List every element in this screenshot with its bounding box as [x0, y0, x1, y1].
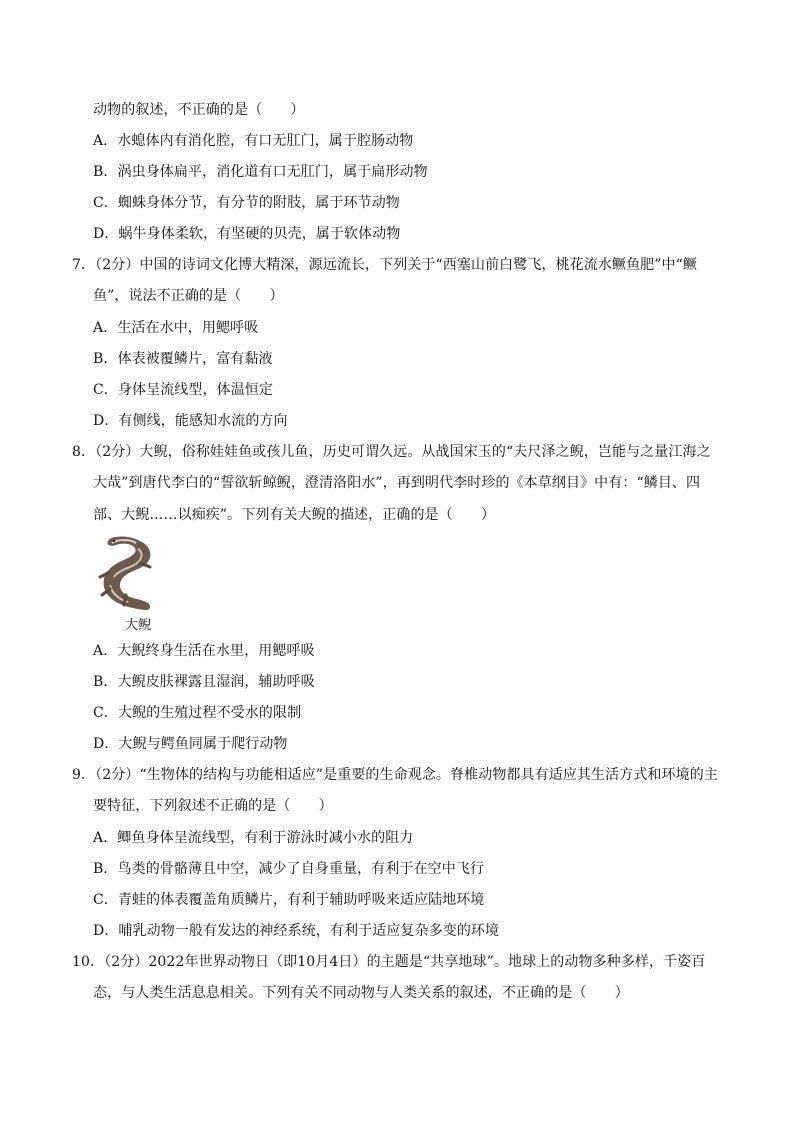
giant-salamander-image: [96, 533, 168, 613]
q9-option-b: B．鸟类的骨骼薄且中空，减少了自身重量，有利于在空中飞行: [93, 861, 485, 877]
q6-option-a: A．水螅体内有消化腔，有口无肛门，属于腔肠动物: [93, 133, 414, 149]
q8-stem-line2: 大哉”到唐代李白的“誓欲斩鲸鲵，澄清洛阳水”，再到明代李时珍的《本草纲目》中有：“鳞目、四: [93, 475, 701, 491]
q9-stem-line1: 9．（2分）“生物体的结构与功能相适应”是重要的生命观念。脊椎动物都具有适应其生活方式和环境的主: [72, 767, 718, 783]
q7-stem-line2: 鱼”，说法不正确的是（ ）: [93, 288, 284, 304]
q10-stem-line1: 10．（2分）2022年世界动物日（即10月4日）的主题是“共享地球”。地球上的动物多种多样，千姿百: [72, 954, 706, 970]
q8-option-a: A．大鲵终身生活在水里，用鳃呼吸: [93, 643, 315, 659]
q9-option-d: D．哺乳动物一般有发达的神经系统，有利于适应复杂多变的环境: [93, 923, 500, 939]
q8-stem-line3: 部、大鲵……以痴疾”。下列有关大鲵的描述，正确的是（ ）: [93, 507, 496, 523]
q9-option-c: C．青蛙的体表覆盖角质鳞片，有利于辅助呼吸来适应陆地环境: [93, 892, 485, 908]
q7-option-b: B．体表被覆鳞片，富有黏液: [93, 351, 273, 367]
q6-stem-continuation: 动物的叙述，不正确的是（ ）: [93, 102, 305, 118]
q7-option-a: A．生活在水中，用鳃呼吸: [93, 320, 259, 336]
q6-option-d: D．蜗牛身体柔软，有坚硬的贝壳，属于软体动物: [93, 226, 401, 242]
q10-stem-line2: 态，与人类生活息息相关。下列有关不同动物与人类关系的叙述，不正确的是（ ）: [93, 985, 629, 1001]
q6-option-b: B．涡虫身体扁平，消化道有口无肛门，属于扁形动物: [93, 164, 428, 180]
q8-option-c: C．大鲵的生殖过程不受水的限制: [93, 705, 302, 721]
q8-option-b: B．大鲵皮肤裸露且湿润，辅助呼吸: [93, 674, 315, 690]
q8-image-caption: 大鲵: [125, 618, 152, 633]
q7-option-c: C．身体呈流线型，体温恒定: [93, 382, 274, 398]
q8-stem-line1: 8．（2分）大鲵，俗称娃娃鱼或孩儿鱼，历史可谓久远。从战国宋玉的“夫尺泽之鲵，岂能与之量江海之: [72, 444, 711, 460]
q8-option-d: D．大鲵与鳄鱼同属于爬行动物: [93, 736, 288, 752]
q9-stem-line2: 要特征，下列叙述不正确的是（ ）: [93, 798, 333, 814]
q6-option-c: C．蜘蛛身体分节，有分节的附肢，属于环节动物: [93, 195, 400, 211]
q9-option-a: A．鲫鱼身体呈流线型，有利于游泳时减小水的阻力: [93, 830, 414, 846]
q7-option-d: D．有侧线，能感知水流的方向: [93, 413, 288, 429]
q7-stem-line1: 7．（2分）中国的诗词文化博大精深，源远流长，下列关于“西塞山前白鹭飞，桃花流水鳜鱼肥”中“鳜: [72, 257, 697, 273]
